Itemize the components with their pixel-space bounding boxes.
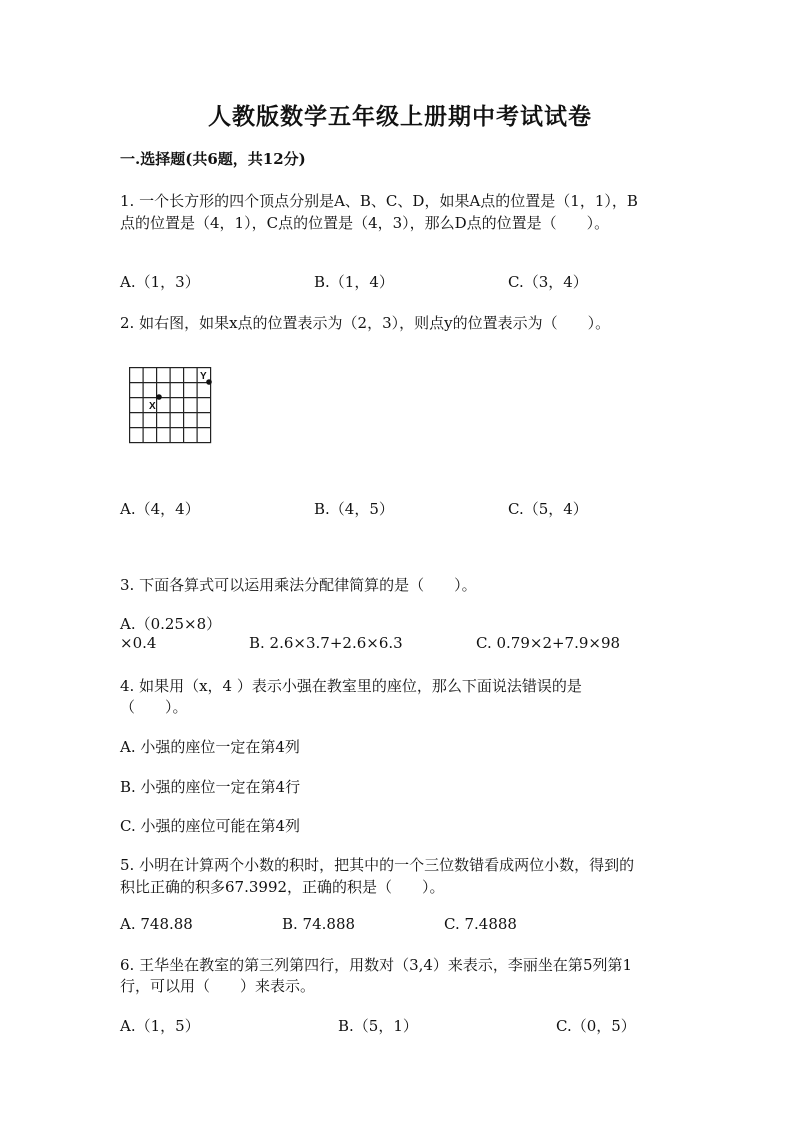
question-6-option-c: C.（0，5） <box>556 1017 636 1035</box>
question-5-line-2: 积比正确的积多67.3992，正确的积是（ ）。 <box>120 878 445 896</box>
point-y-marker <box>206 379 212 385</box>
section-heading: 一.选择题(共6题，共12分) <box>120 150 306 168</box>
question-4-option-a: A. 小强的座位一定在第4列 <box>120 738 300 756</box>
question-2-option-a: A.（4，4） <box>120 500 200 518</box>
point-x-marker <box>156 394 162 400</box>
question-2-option-b: B.（4，5） <box>314 500 394 518</box>
question-2-option-c: C.（5，4） <box>508 500 588 518</box>
question-6-option-b: B.（5，1） <box>338 1017 418 1035</box>
question-3-option-a-line-2: ×0.4 <box>120 634 157 652</box>
question-4-line-2: （ ）。 <box>120 698 188 716</box>
question-5-option-b: B. 74.888 <box>282 915 356 933</box>
question-5-option-a: A. 748.88 <box>120 915 193 933</box>
coordinate-grid-figure <box>129 367 219 449</box>
question-3-option-b: B. 2.6×3.7+2.6×6.3 <box>249 634 403 652</box>
question-6-option-a: A.（1，5） <box>120 1017 200 1035</box>
question-3-text: 3. 下面各算式可以运用乘法分配律简算的是（ ）。 <box>120 576 477 594</box>
question-4-option-b: B. 小强的座位一定在第4行 <box>120 778 301 796</box>
question-5-option-c: C. 7.4888 <box>444 915 517 933</box>
question-4-line-1: 4. 如果用（x，4 ）表示小强在教室里的座位，那么下面说法错误的是 <box>120 677 582 695</box>
question-1-line-1: 1. 一个长方形的四个顶点分别是A、B、C、D，如果A点的位置是（1，1），B <box>120 192 638 210</box>
question-6-line-1: 6. 王华坐在教室的第三列第四行，用数对（3,4）来表示，李丽坐在第5列第1 <box>120 956 633 974</box>
question-1-line-2: 点的位置是（4，1），C点的位置是（4，3），那么D点的位置是（ ）。 <box>120 214 610 232</box>
page-title: 人教版数学五年级上册期中考试试卷 <box>208 103 592 130</box>
question-3-option-a-line-1: A.（0.25×8） <box>120 615 222 633</box>
point-y-label: Y <box>200 371 207 382</box>
question-3-option-c: C. 0.79×2+7.9×98 <box>476 634 621 652</box>
question-5-line-1: 5. 小明在计算两个小数的积时，把其中的一个三位数错看成两位小数，得到的 <box>120 856 635 874</box>
question-1-option-b: B.（1，4） <box>314 273 394 291</box>
question-1-option-a: A.（1，3） <box>120 273 200 291</box>
question-1-option-c: C.（3，4） <box>508 273 588 291</box>
question-6-line-2: 行，可以用（ ）来表示。 <box>120 977 316 995</box>
point-x-label: X <box>149 401 156 412</box>
question-4-option-c: C. 小强的座位可能在第4列 <box>120 817 301 835</box>
question-2-text: 2. 如右图，如果x点的位置表示为（2，3），则点y的位置表示为（ ）。 <box>120 314 611 332</box>
